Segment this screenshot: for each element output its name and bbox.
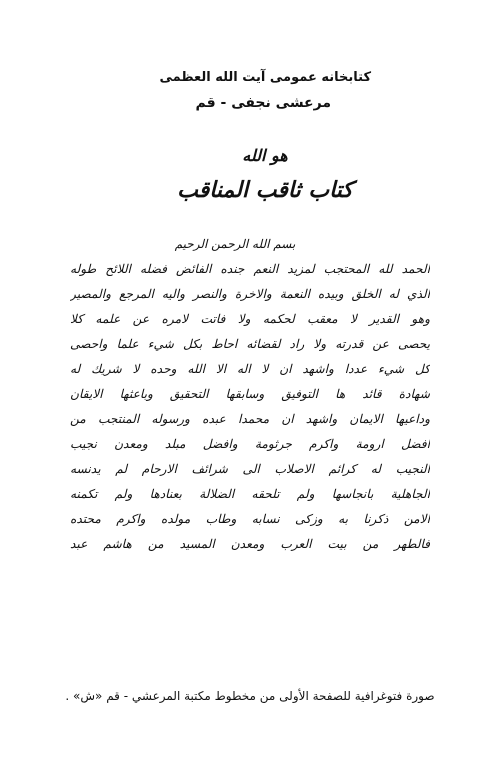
library-stamp-line-2: مرعشی نجفی - قم — [195, 95, 331, 111]
manuscript-line: وهو القدير لا معقب لحكمه ولا فاتت لامره عن علمه كلا — [70, 312, 430, 326]
manuscript-line: شهادة قائد ها التوفيق وسابقها التحقيق وباعثها الايقان — [70, 387, 430, 401]
manuscript-line: يحصى عن قدرته ولا راد لقضائه احاط بكل شيء علما واحصى — [70, 337, 430, 351]
manuscript-line: افضل ارومة واكرم جرثومة وافضل مبلد ومعدن نجيب — [70, 437, 430, 451]
manuscript-line: النجيب له كرائم الاصلاب الى شرائف الارحام لم يدنسه — [70, 462, 430, 476]
title-invocation: هو الله — [242, 146, 288, 165]
image-caption: صورة فتوغرافية للصفحة الأولى من مخطوط مكتبة المرعشي - قم «ش» . — [65, 689, 435, 703]
calligraphy-title — [170, 135, 360, 215]
manuscript-line: الذي له الخلق وبيده النعمة والاخرة والنصر واليه المرجع والمصير — [70, 287, 430, 301]
manuscript-title — [170, 135, 360, 215]
library-stamp-line-1: کتابخانه عمومی آیت الله العظمی — [159, 70, 371, 85]
manuscript-line: الامن ذكرنا به وزكى نسابه وطاب مولده واكرم محتده — [70, 512, 430, 526]
basmala-line: بسم الله الرحمن الرحيم — [174, 237, 296, 251]
manuscript-line: كل شيء عددا واشهد ان لا اله الا الله وحده لا شريك له — [70, 362, 430, 376]
manuscript-line: وداعيها الايمان واشهد ان محمدا عبده ورسوله المنتجب من — [70, 412, 430, 426]
title-book-name: کتاب ثاقب المناقب — [177, 177, 353, 203]
manuscript-line: الحمد لله المحتجب لمزيد النعم جنده الفائض فضله اللائح طوله — [70, 262, 430, 276]
manuscript-text — [70, 232, 430, 557]
manuscript-line: الجاهلية بانجاسها ولم تلحقه الضلالة بعنادها ولم تكمنه — [70, 487, 430, 501]
manuscript-line: فالطهر من بيت العرب ومعدن المسيد من هاشم عبد — [70, 537, 430, 551]
